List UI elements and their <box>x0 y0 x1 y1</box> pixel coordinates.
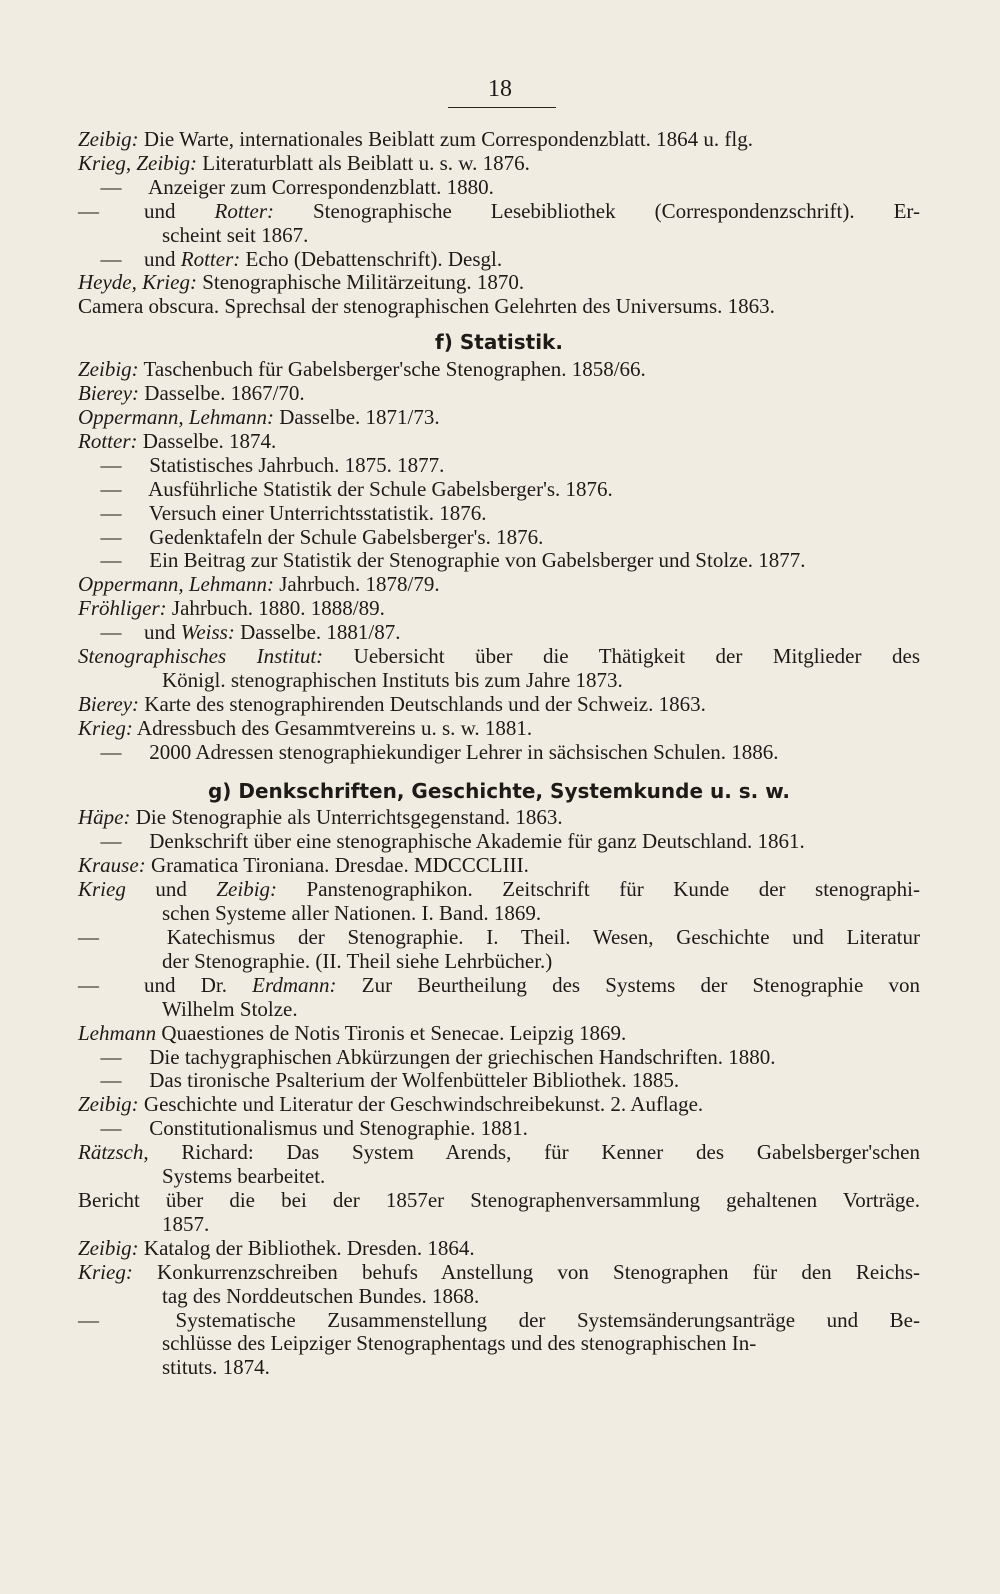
ditto-dash: — <box>100 476 122 501</box>
bibliography-entry <box>78 806 920 830</box>
bibliography-entry <box>78 1237 920 1261</box>
entry-text: Denkschrift über eine stenographische Akademie für ganz Deutschland. 1861. <box>144 829 805 854</box>
entry-text: Dasselbe. 1867/70. <box>139 381 305 406</box>
ditto-dash: — <box>100 174 122 199</box>
entry-text: Camera obscura. Sprechsal der stenographischen Gelehrten des Universums. 1863. <box>78 294 775 319</box>
entry-author: Rotter <box>214 198 267 223</box>
entry-author: Häpe <box>78 805 124 830</box>
entry-author: Krieg, Zeibig <box>78 150 191 175</box>
entry-text: Ein Beitrag zur Statistik der Stenographie von Gabelsberger und Stolze. 1877. <box>144 548 806 573</box>
bibliography-entry <box>78 271 920 295</box>
bibliography-entry <box>78 1046 920 1070</box>
entry-text: Bericht über die bei der 1857er Stenographenversammlung gehaltenen Vorträge. <box>78 1187 920 1212</box>
bibliography-entry <box>78 926 920 950</box>
entry-separator: : <box>267 198 274 223</box>
entry-author: Zeibig <box>216 877 271 902</box>
ditto-dash: — <box>100 739 122 764</box>
bibliography-entry <box>78 478 920 502</box>
ditto-dash: — <box>100 246 122 271</box>
bibliography-entry <box>78 974 920 998</box>
entry-separator: : <box>125 715 133 740</box>
bibliography-entry <box>78 502 920 526</box>
entry-separator: : <box>189 270 197 295</box>
entry-author: Bierey <box>78 381 133 406</box>
bibliography-entry <box>78 621 920 645</box>
bibliography-entry <box>78 430 920 454</box>
entry-text: Versuch einer Unterrichtsstatistik. 1876. <box>144 500 487 525</box>
entry-continuation-line <box>78 902 920 926</box>
entry-author: Weiss <box>180 620 228 645</box>
entry-text: Ausführliche Statistik der Schule Gabelsberger's. 1876. <box>144 476 613 501</box>
entry-conjunction: und <box>125 877 217 902</box>
entry-separator: : <box>329 972 337 997</box>
entry-text: Jahrbuch. 1880. 1888/89. <box>166 596 385 621</box>
entry-continuation-line <box>78 1332 920 1356</box>
bibliography-entry <box>78 248 920 272</box>
entry-continuation-line <box>78 1213 920 1237</box>
entry-text: , Richard: Das System Arends, für Kenner des Gabelsberger'schen <box>143 1140 920 1165</box>
bibliography-entry <box>78 1069 920 1093</box>
entry-separator: : <box>316 644 324 669</box>
entry-text: Das tironische Psalterium der Wolfenbütteler Bibliothek. 1885. <box>144 1068 680 1093</box>
bibliography-entry <box>78 406 920 430</box>
entry-author: Lehmann <box>78 1020 157 1045</box>
bibliography-entry <box>78 1141 920 1165</box>
entry-separator: : <box>138 853 146 878</box>
entry-author: Zeibig <box>78 1235 132 1260</box>
bibliography-entry <box>78 1022 920 1046</box>
bibliography-entry <box>78 1093 920 1117</box>
bibliography-entry <box>78 573 920 597</box>
entry-author: Krause <box>78 853 139 878</box>
ditto-dash: — <box>78 1307 99 1332</box>
bibliography-entry <box>78 717 920 741</box>
entry-text: Karte des stenographirenden Deutschlands und der Schweiz. 1863. <box>139 691 706 716</box>
entry-author: Heyde, Krieg <box>78 270 190 295</box>
entry-text: Quaestiones de Notis Tironis et Senecae. Leipzig 1869. <box>156 1020 627 1045</box>
entry-separator: : <box>123 805 131 830</box>
bibliography-entry <box>78 1261 920 1285</box>
entry-text: Dasselbe. 1881/87. <box>234 620 401 645</box>
entry-prefix: und <box>144 246 181 271</box>
entry-text: Jahrbuch. 1878/79. <box>274 572 440 597</box>
bibliography-entry <box>78 454 920 478</box>
bibliography-entry <box>78 741 920 765</box>
entry-text: scheint seit 1867. <box>162 222 309 247</box>
entry-list-denkschriften <box>78 806 920 1380</box>
ditto-dash: — <box>100 1068 122 1093</box>
bibliography-entry <box>78 597 920 621</box>
ditto-dash: — <box>100 1044 122 1069</box>
entry-author: Rotter <box>180 246 234 271</box>
page-number: 18 <box>488 76 512 102</box>
section-heading-denkschriften: g) Denkschriften, Geschichte, Systemkunde u. s. w. <box>207 778 791 803</box>
ditto-dash: — <box>78 972 99 997</box>
entry-separator: : <box>132 381 140 406</box>
entry-text: Constitutionalismus und Stenographie. 1881. <box>144 1116 528 1141</box>
entry-separator: : <box>270 877 278 902</box>
entry-list-statistik <box>78 358 920 764</box>
entry-text: Zur Beurtheilung des Systems der Stenographie von <box>336 972 921 997</box>
ditto-dash: — <box>100 548 122 573</box>
entry-author: Krieg <box>78 715 126 740</box>
entry-text: Die Warte, internationales Beiblatt zum Correspondenzblatt. 1864 u. flg. <box>138 127 754 151</box>
entry-text: Taschenbuch für Gabelsberger'sche Stenographen. 1858/66. <box>138 357 646 382</box>
entry-author: Bierey <box>78 691 133 716</box>
entry-separator: : <box>131 1235 139 1260</box>
entry-continuation-line <box>78 1356 920 1380</box>
entry-text: 1857. <box>162 1211 210 1236</box>
bibliography-entry <box>78 152 920 176</box>
entry-text: Anzeiger zum Correspondenzblatt. 1880. <box>144 174 494 199</box>
section-heading-statistik: f) Statistik. <box>435 330 563 355</box>
bibliography-entry <box>78 526 920 550</box>
entry-text: 2000 Adressen stenographiekundiger Lehrer in sächsischen Schulen. 1886. <box>144 739 779 764</box>
entry-separator: : <box>227 620 235 645</box>
entry-separator: : <box>159 596 167 621</box>
entry-author: Zeibig <box>78 357 132 382</box>
entry-text: Katalog der Bibliothek. Dresden. 1864. <box>138 1235 475 1260</box>
entry-text: Die Stenographie als Unterrichtsgegenstand. 1863. <box>130 805 563 830</box>
entry-text: Die tachygraphischen Abkürzungen der griechischen Handschriften. 1880. <box>144 1044 776 1069</box>
entry-text: schlüsse des Leipziger Stenographentags und des stenographischen In- <box>162 1331 757 1356</box>
entry-text: Gramatica Tironiana. Dresdae. MDCCCLIII. <box>145 853 529 878</box>
entry-author: Rätzsch <box>78 1140 144 1165</box>
entry-separator: : <box>132 691 140 716</box>
entry-separator: : <box>125 1259 133 1284</box>
ditto-dash: — <box>100 452 122 477</box>
bibliography-entry <box>78 1117 920 1141</box>
entry-author: Rotter <box>78 428 131 453</box>
ditto-dash: — <box>100 524 122 549</box>
entry-separator: : <box>131 357 139 382</box>
entry-text: Adressbuch des Gesammtvereins u. s. w. 1881. <box>132 715 533 740</box>
entry-author: Fröhliger <box>78 596 160 621</box>
ditto-dash: — <box>100 829 122 854</box>
ditto-dash: — <box>78 925 99 949</box>
entry-text: Uebersicht über die Thätigkeit der Mitglieder des <box>323 644 920 669</box>
entry-list-continued <box>78 128 920 319</box>
entry-separator: : <box>190 150 198 175</box>
bibliography-entry <box>78 382 920 406</box>
bibliography-entry <box>78 200 920 224</box>
entry-text: Echo (Debattenschrift). Desgl. <box>240 246 503 271</box>
entry-text: Stenographische Militärzeitung. 1870. <box>196 270 525 295</box>
entry-continuation-line <box>78 1165 920 1189</box>
entry-text: Wilhelm Stolze. <box>162 996 298 1021</box>
entry-text: Dasselbe. 1871/73. <box>274 404 440 429</box>
entry-continuation-line <box>78 669 920 693</box>
entry-text: Statistisches Jahrbuch. 1875. 1877. <box>144 452 445 477</box>
entry-continuation-line <box>78 950 920 974</box>
entry-text: Katechismus der Stenographie. I. Theil. Wesen, Geschichte und Literatur <box>144 925 920 949</box>
entry-text: Dasselbe. 1874. <box>137 428 277 453</box>
entry-author: Zeibig <box>78 1092 132 1117</box>
entry-text: der Stenographie. (II. Theil siehe Lehrbücher.) <box>162 948 553 973</box>
entry-text: Systems bearbeitet. <box>162 1164 326 1189</box>
entry-separator: : <box>233 246 241 271</box>
entry-separator: : <box>131 127 139 151</box>
entry-text: Stenographische Lesebibliothek (Correspondenzschrift). Er- <box>274 198 920 223</box>
bibliography-entry <box>78 854 920 878</box>
bibliography-entry <box>78 1309 920 1333</box>
bibliography-entry <box>78 358 920 382</box>
entry-text: Gedenktafeln der Schule Gabelsberger's. 1876. <box>144 524 544 549</box>
entry-separator: : <box>131 1092 139 1117</box>
bibliography-entry <box>78 549 920 573</box>
entry-text: Geschichte und Literatur der Geschwindschreibekunst. 2. Auflage. <box>138 1092 704 1117</box>
entry-text: Konkurrenzschreiben behufs Anstellung von Stenographen für den Reichs- <box>132 1259 920 1284</box>
entry-text: stituts. 1874. <box>162 1355 270 1380</box>
bibliography-entry <box>78 830 920 854</box>
entry-continuation-line <box>78 998 920 1022</box>
entry-text: Systematische Zusammenstellung der Systemsänderungsanträge und Be- <box>144 1307 920 1332</box>
entry-separator: : <box>267 404 274 429</box>
bibliography-entry <box>78 128 920 152</box>
ditto-dash: — <box>78 198 99 223</box>
bibliography-entry <box>78 176 920 200</box>
bibliography-entry <box>78 878 920 902</box>
entry-author: Krieg <box>78 877 126 902</box>
entry-prefix: und Dr. <box>144 972 253 997</box>
entry-author: Oppermann, Lehmann <box>78 404 267 429</box>
entry-continuation-line <box>78 1285 920 1309</box>
entry-prefix: und <box>144 620 181 645</box>
entry-prefix: und <box>144 198 215 223</box>
entry-separator: : <box>130 428 138 453</box>
ditto-dash: — <box>100 500 122 525</box>
entry-continuation-line <box>78 224 920 248</box>
bibliography-entry <box>78 295 920 319</box>
page-number-rule <box>448 107 556 108</box>
entry-author: Erdmann <box>252 972 330 997</box>
entry-text: tag des Norddeutschen Bundes. 1868. <box>162 1283 480 1308</box>
entry-author: Oppermann, Lehmann <box>78 572 267 597</box>
bibliography-text <box>78 128 920 1380</box>
bibliography-entry <box>78 1189 920 1213</box>
ditto-dash: — <box>100 620 122 645</box>
entry-text: schen Systeme aller Nationen. I. Band. 1869. <box>162 901 542 926</box>
bibliography-entry <box>78 693 920 717</box>
entry-author: Krieg <box>78 1259 126 1284</box>
entry-author: Zeibig <box>78 127 132 151</box>
ditto-dash: — <box>100 1116 122 1141</box>
entry-text: Königl. stenographischen Instituts bis zum Jahre 1873. <box>162 667 623 692</box>
entry-author: Stenographisches Institut <box>78 644 317 669</box>
entry-text: Panstenographikon. Zeitschrift für Kunde der stenographi- <box>277 877 921 902</box>
entry-text: Literaturblatt als Beiblatt u. s. w. 1876. <box>197 150 530 175</box>
entry-separator: : <box>267 572 274 597</box>
bibliography-entry <box>78 645 920 669</box>
